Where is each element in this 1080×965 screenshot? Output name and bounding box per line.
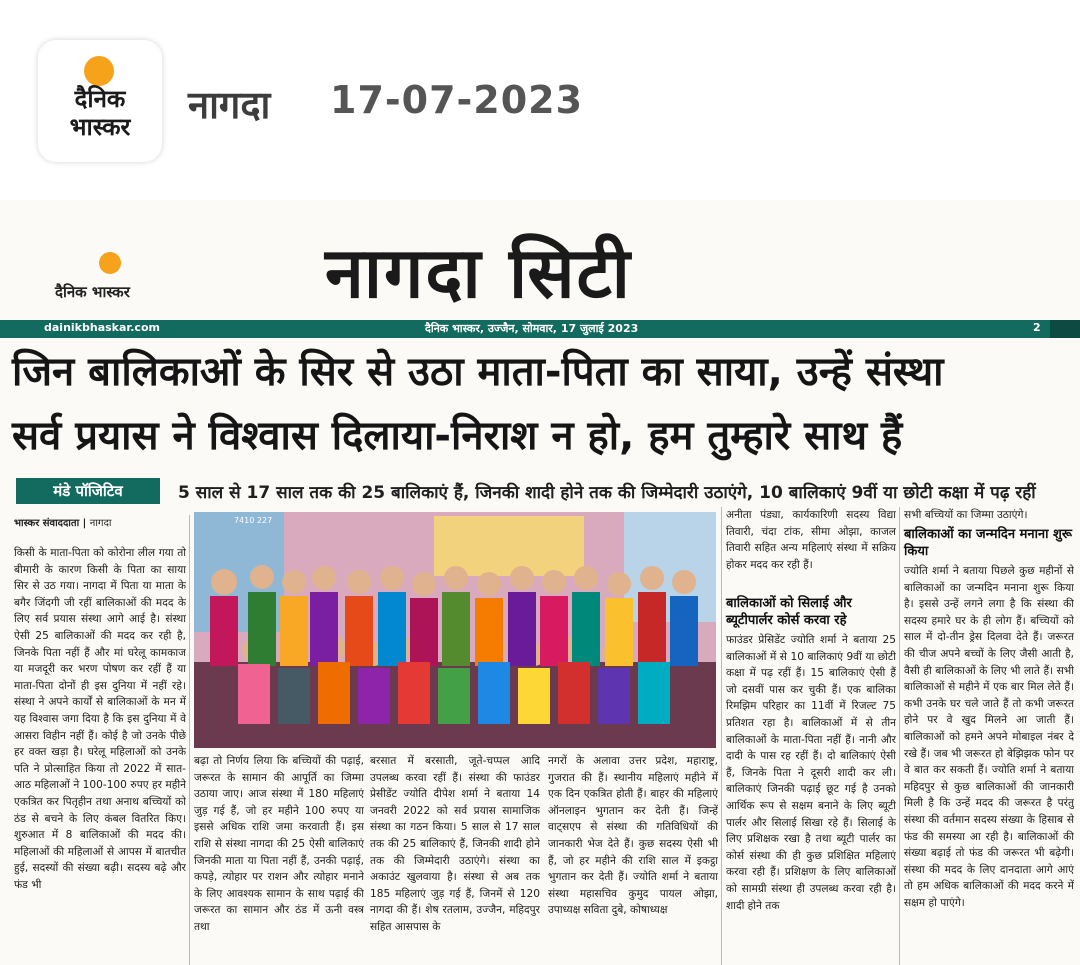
article-column-4: नगरों के अलावा उत्तर प्रदेश, महाराष्ट्र, गुजरात की हैं। स्थानीय महिलाएं महीने में एक दिन एकत्रित होती हैं। बाहर की महिलाएं ऑनलाइन भुगतान कर देती हैं। जिन्हें वाट्सएप से संस्था की गतिविधियों की जानकारी भेज देते हैं। कुछ सदस्य ऐसी भी हैं, जो हर महीने की राशि साल में इकट्ठा भुगतान कर देती हैं। ज्योति शर्मा ने बताया संस्था महासचिव कुमुद पायल ओझा, उपाध्यक्ष सविता दुबे, कोषाध्यक्ष — [548, 755, 718, 917]
sun-icon — [99, 252, 121, 274]
edition-strip — [0, 320, 1080, 338]
column-rule — [721, 507, 722, 965]
post-city: नागदा — [188, 83, 271, 127]
post-header — [0, 0, 1080, 195]
article-column-5-top: अनीता पंड्या, कार्यकारिणी सदस्य विद्या तिवारी, चंदा टांक, सीमा ओझा, काजल तिवारी सहित अन्य महिलाएं संस्था में सक्रिय होकर मदद कर रही हैं। — [726, 509, 896, 571]
byline-reporter: भास्कर संवाददाता — [14, 518, 80, 529]
masthead-logo — [55, 252, 185, 312]
masthead-title: नागदा सिटी — [325, 232, 632, 314]
section-tag: मंडे पॉजिटिव — [16, 478, 160, 504]
column-rule — [189, 515, 190, 965]
edition-line: दैनिक भास्कर, उज्जैन, सोमवार, 17 जुलाई 2023 — [425, 322, 639, 335]
newspaper-page — [0, 200, 1080, 965]
group-photo — [194, 512, 716, 748]
headline-line2: सर्व प्रयास ने विश्वास दिलाया-निराश न हो, हम तुम्हारे साथ हैं — [12, 413, 903, 459]
article-column-2: बढ़ा तो निर्णय लिया कि बच्चियों की पढ़ाई, जरूरत के सामान की आपूर्ति का जिम्मा उठाया जाए। आज संस्था में 180 महिलाएं जुड़ गई हैं, जो हर महीने 100 रुपए या इससे अधिक राशि जमा करवाती हैं। इस राशि से संस्था नागदा की 25 ऐसी बालिकाएं जिनकी माता या पिता नहीं हैं, उनकी पढ़ाई, कपड़े, त्योहार पर राशन और त्योहार मनाने के लिए आवश्यक सामान के साथ पढ़ाई की जरूरत का सामान और ठंड में ऊनी वस्त्र तथा — [194, 755, 364, 933]
article-column-1: किसी के माता-पिता को कोरोना लील गया तो बीमारी के कारण किसी के पिता का साया सिर से उठ गया। नागदा में पिता या माता के बगैर जिंदगी जी रहीं बालिकाओं की मदद के लिए सर्व प्रयास संस्था आगे आई है। संस्था ऐसी 25 बालिकाओं की मदद कर रही है, जिनके पिता नहीं हैं और मां घरेलू कामकाज या मजदूरी कर भरण पोषण कर रहीं हैं या माता-पिता दोनों ही इस दुनिया में नहीं रहे। संस्था ने अपने कार्यों से बालिकाओं के मन में यह विश्वास जगा दिया है कि इस दुनिया में वे आसरा विहीन नहीं हैं। कोई है जो उनके पीछे हर वक्त खड़ा है। घरेलू महिलाओं को उनके पति ने प्रोत्साहित किया तो 2022 में सात-आठ महिलाओं ने 100-100 रुपए हर महीने एकत्रित कर पितृहीन तथा अनाथ बच्चियों को ठंड से बचने के लिए कंबल वितरित किए। शुरुआत में 8 बालिकाओं की मदद की। महिलाओं की महिलाओं से आपस में बातचीत हुई, सदस्यों की संख्या बढ़ी। सदस्य बढ़े और फंड भी — [14, 547, 186, 891]
group-photo-illustration — [194, 512, 716, 748]
logo-line1: दैनिक — [74, 85, 126, 113]
post-date: 17-07-2023 — [330, 78, 584, 122]
masthead-brand: दैनिक भास्कर — [55, 283, 130, 301]
logo-line2: भास्कर — [69, 113, 131, 141]
strip-end-block — [1050, 320, 1080, 338]
sun-icon — [84, 56, 114, 86]
article-column-3: बरसात में बरसाती, जूते-चप्पल आदि उपलब्ध करवा रहीं हैं। संस्था की फाउंडर प्रेसीडेंट ज्योति दीपेश शर्मा ने बताया 14 जनवरी 2022 को सर्व प्रयास सामाजिक संस्था का गठन किया। 5 साल से 17 साल तक की 25 बालिकाएं हैं, जिनकी शादी होने तक की जिम्मेदारी उठाएंगे। संस्था का अकाउंट खुलवाया है। संस्था से अब तक 185 महिलाएं जुड़ गई हैं, जिनमें से 120 नागदा की हैं। शेष रतलाम, उज्जैन, महिदपुर सहित आसपास के — [370, 755, 540, 933]
headline-line1: जिन बालिकाओं के सिर से उठा माता-पिता का साया, उन्हें संस्था — [12, 349, 944, 395]
article-column-6: ज्योति शर्मा ने बताया पिछले कुछ महीनों से बालिकाओं का जन्मदिन मनाना शुरू किया है। इससे उन्हें लगने लगा है कि संस्था की सदस्य हमारे घर के ही लोग हैं। बच्चियों को साल में दो-तीन ड्रेस दिलवा देते हैं। जरूरत की चीज अपने बच्चों के लिए जैसी आती है, वैसी ही बालिकाओं के लिए भी लाते हैं। सभी बालिकाओं से महीने में एक बार मिल लेते हैं। कभी उनके घर चले जाते हैं तो कभी जरूरत होने पर वे खुद मिलने आ जाती हैं। बालिकाओं को हमने अपने मोबाइल नंबर दे रखे हैं। जब भी जरूरत हो बेझिझक फोन पर वे बात कर सकती हैं। ज्योति शर्मा ने बताया महिदपुर से कुछ बालिकाओं की जानकारी मिली है कि उन्हें मदद की जरूरत है परंतु संस्था की वर्तमान सदस्य संख्या के हिसाब से फंड की समस्या आ रही है। बालिकाओं की संख्या बढ़ाई तो फंड की जरूरत भी बढ़ेगी। संस्था की मदद के लिए दानदाता आगे आएं तो हम अधिक बालिकाओं की मदद करने में सक्षम हो पाएंगे। — [904, 565, 1074, 909]
article-column-6-top: सभी बच्चियों का जिम्मा उठाएंगे। — [904, 509, 1028, 521]
byline-city: नागदा — [89, 518, 112, 529]
dainik-bhaskar-logo[interactable] — [38, 40, 162, 162]
box-heading-tailoring: बालिकाओं को सिलाई और ब्यूटीपार्लर कोर्स करवा रहे — [726, 596, 852, 628]
page-number: 2 — [1033, 321, 1041, 334]
box-heading-birthday: बालिकाओं का जन्मदिन मनाना शुरू किया — [904, 527, 1072, 559]
byline: भास्कर संवाददाता | नागदा — [14, 518, 112, 529]
column-rule — [899, 507, 900, 965]
site-url: dainikbhaskar.com — [44, 321, 160, 334]
subheadline: 5 साल से 17 साल तक की 25 बालिकाएं हैं, जिनकी शादी होने तक की जिम्मेदारी उठाएंगे, 10 बालिकाएं 9वीं या छोटी कक्षा में पढ़ रहीं — [178, 483, 1036, 503]
article-column-5: फाउंडर प्रेसिडेंट ज्योति शर्मा ने बताया 25 बालिकाओं में से 10 बालिकाएं 9वीं या छोटी कक्षा में पढ़ रहीं हैं। 15 बालिकाएं ऐसी हैं जो दसवीं पास कर चुकी हैं। एक बालिका रिमझिम परिहार का 11वीं में रिजल्ट 75 प्रतिशत रहा है। बालिकाओं में से तीन बालिकाओं के माता-पिता नहीं हैं। नानी और दादी के पास रह रहीं हैं। दो बालिकाएं ऐसी हैं, जिनके पिता ने दूसरी शादी कर ली। बालिकाएं जिनकी पढ़ाई छूट गई है उनको आर्थिक रूप से सक्षम बनाने के लिए ब्यूटी पार्लर और सिलाई सिखा रहे हैं। सिलाई के लिए प्रशिक्षक रखा है तथा ब्यूटी पार्लर का कोर्स संस्था की ही कुछ प्रशिक्षित महिलाएं करवा रही हैं। प्रशिक्षण के लिए बालिकाओं को सामग्री संस्था ही उपलब्ध करवा रही है। शादी होने तक — [726, 634, 896, 912]
photo-tag: 7410 227 — [234, 516, 273, 525]
